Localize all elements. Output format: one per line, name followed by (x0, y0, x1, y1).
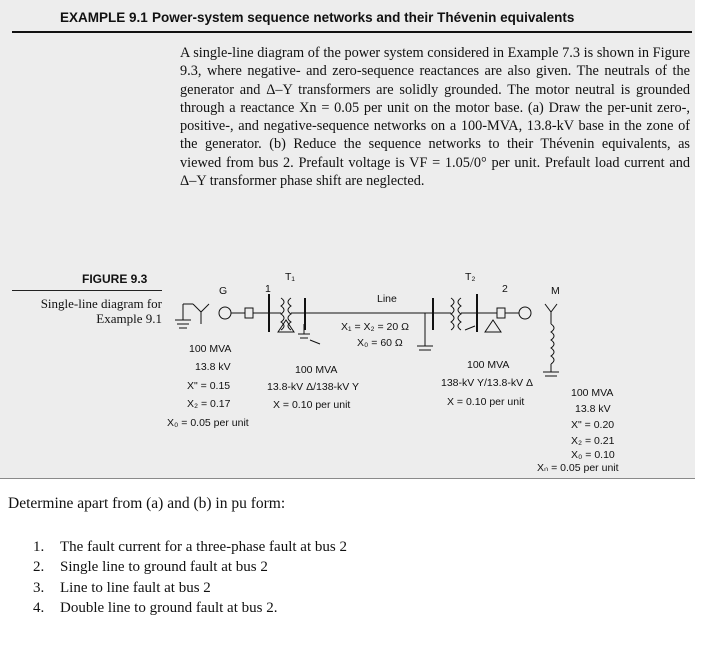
gen-spec-2: X" = 0.15 (187, 380, 231, 392)
t1-spec-0: 100 MVA (295, 364, 338, 376)
line-x0: X₀ = 60 Ω (357, 337, 403, 349)
line-ground-icon (417, 313, 433, 350)
motor-neutral-reactor-icon (551, 324, 554, 364)
single-line-diagram (165, 268, 695, 478)
generator-wye-icon (193, 304, 209, 324)
motor-wye-icon (545, 304, 557, 324)
example-number: EXAMPLE 9.1 (60, 10, 148, 25)
list-item: 3. Line to line fault at bus 2 (33, 579, 211, 596)
gen-spec-1: 13.8 kV (195, 361, 231, 373)
t2-label: T₂ (465, 271, 476, 283)
motor-spec-2: X" = 0.20 (571, 419, 615, 431)
t1-label: T₁ (285, 271, 295, 283)
questions-intro: Determine apart from (a) and (b) in pu form: (8, 495, 286, 512)
t2-spec-1: 138-kV Y/13.8-kV Δ (441, 377, 534, 389)
example-heading (60, 10, 574, 25)
motor-spec-0: 100 MVA (571, 387, 614, 399)
bus-1-label: 1 (265, 283, 271, 295)
example-title: Power-system sequence networks and their Thévenin equivalents (152, 10, 575, 25)
bus-2-label: 2 (502, 283, 508, 295)
t1-spec-1: 13.8-kV Δ/138-kV Y (267, 381, 360, 393)
example-body: A single-line diagram of the power system considered in Example 7.3 is shown in Figure 9.3, where negative- and zero-sequence reactances are also given. The neutrals of the generator and Δ–Y transformers are solidly grounded. The motor neutral is grounded through a reactance Xn = 0.05 per unit on the motor base. (a) Draw the per-unit zero-, positive-, and negative-sequence networks on a 100-MVA, 13.8-kV base in the zone of the generator. (b) Reduce the sequence networks to their Thévenin equivalents, as viewed from bus 2. Prefault voltage is VF = 1.05/0° per unit. Prefault load current and Δ–Y transformer phase shift are neglected. (180, 45, 690, 190)
t2-spec-2: X = 0.10 per unit (447, 396, 525, 408)
list-item: 2. Single line to ground fault at bus 2 (33, 559, 268, 576)
motor-breaker-icon (497, 308, 505, 318)
heading-rule (12, 31, 692, 33)
motor-spec-4: X₀ = 0.10 (571, 449, 615, 461)
generator-ground-icon (175, 304, 193, 328)
list-item: 1. The fault current for a three-phase fault at bus 2 (33, 539, 347, 555)
motor-spec-3: X₂ = 0.21 (571, 435, 615, 447)
generator-label: G (219, 285, 228, 297)
breaker-icon (245, 308, 253, 318)
motor-label: M (551, 285, 560, 297)
line-label: Line (377, 293, 397, 305)
list-item: 4. Double line to ground fault at bus 2. (33, 599, 278, 616)
gen-spec-0: 100 MVA (189, 343, 232, 355)
figure-caption: Single-line diagram for Example 9.1 (40, 296, 162, 326)
motor-spec-1: 13.8 kV (575, 403, 611, 415)
generator-icon (219, 307, 231, 319)
transformer-t1-icon (278, 298, 320, 344)
motor-spec-5: Xₙ = 0.05 per unit (537, 462, 619, 474)
motor-ground-icon (543, 364, 559, 376)
questions-list (33, 537, 347, 618)
line-x12: X₁ = X₂ = 20 Ω (341, 321, 410, 333)
gen-spec-4: X₀ = 0.05 per unit (167, 417, 249, 429)
figure-rule (12, 290, 162, 291)
gen-spec-3: X₂ = 0.17 (187, 398, 231, 410)
motor-icon (519, 307, 531, 319)
t2-spec-0: 100 MVA (467, 359, 510, 371)
t1-spec-2: X = 0.10 per unit (273, 399, 351, 411)
figure-label: FIGURE 9.3 (82, 272, 148, 286)
